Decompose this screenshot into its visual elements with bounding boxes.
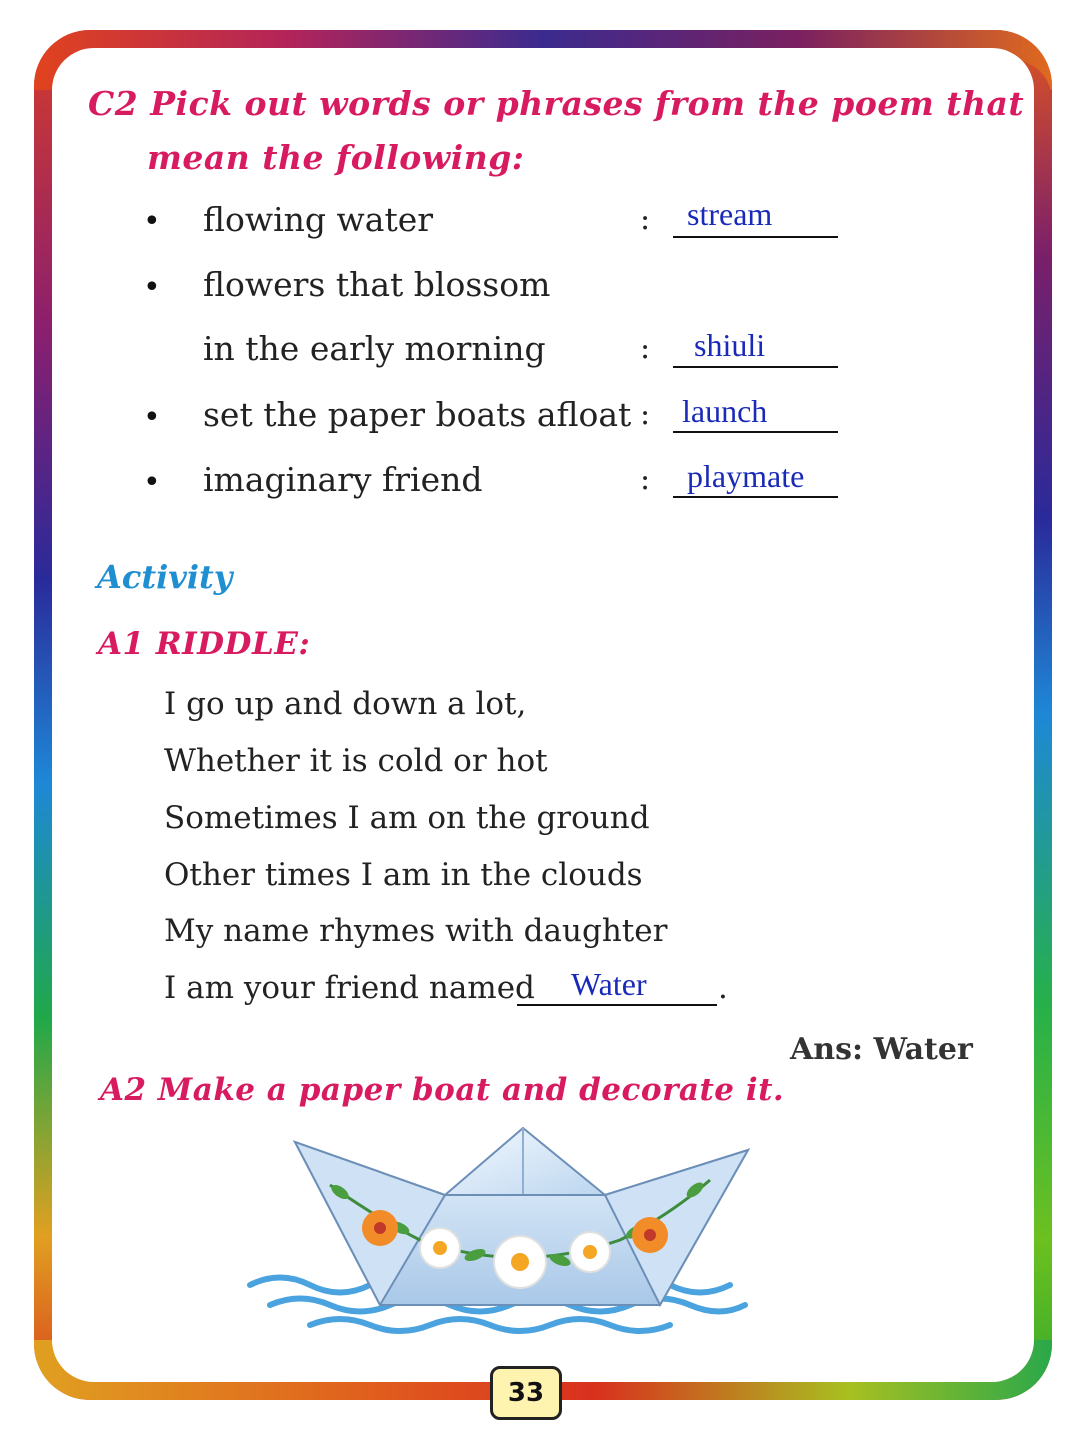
riddle-line-5: My name rhymes with daughter: [164, 913, 668, 949]
item-1-prompt: flowing water: [203, 200, 434, 239]
orange-flower-left: [362, 1210, 398, 1246]
orange-flower-right: [632, 1217, 668, 1253]
riddle-line-3: Sometimes I am on the ground: [164, 800, 650, 836]
riddle-answer: Water: [571, 966, 647, 1002]
item-4-colon: :: [640, 462, 651, 497]
activity-title: Activity: [97, 558, 233, 596]
riddle-line-2: Whether it is cold or hot: [164, 743, 548, 779]
paper-boat-illustration: [240, 1120, 760, 1345]
bullet-3: •: [143, 400, 161, 435]
bullet-2: •: [143, 270, 161, 305]
item-1-answer: stream: [687, 196, 773, 232]
answer-label: Ans: Water: [790, 1032, 973, 1067]
daisy-right: [570, 1232, 610, 1272]
riddle-line-6: I am your friend named: [164, 970, 535, 1006]
a2-title: A2 Make a paper boat and decorate it.: [100, 1072, 785, 1108]
item-4-prompt: imaginary friend: [203, 460, 483, 499]
item-2-colon: :: [640, 331, 651, 366]
item-2-answer: shiuli: [694, 327, 766, 363]
c2-heading-line1: C2 Pick out words or phrases from the poem that: [88, 84, 1025, 123]
item-3-colon: :: [640, 397, 651, 432]
item-2-prompt-line2: in the early morning: [203, 329, 546, 368]
item-4-answer: playmate: [687, 458, 805, 494]
page-number: 33: [490, 1366, 562, 1420]
item-3-prompt: set the paper boats afloat: [203, 395, 632, 434]
bullet-4: •: [143, 465, 161, 500]
item-2-prompt-line1: flowers that blossom: [203, 265, 551, 304]
c2-heading-line2: mean the following:: [147, 138, 525, 177]
item-3-answer: launch: [682, 393, 768, 429]
riddle-end-period: .: [718, 970, 728, 1006]
item-1-colon: :: [640, 202, 651, 237]
a1-title: A1 RIDDLE:: [98, 626, 311, 662]
riddle-line-1: I go up and down a lot,: [164, 686, 527, 722]
riddle-line-4: Other times I am in the clouds: [164, 857, 643, 893]
daisy-center: [494, 1236, 546, 1288]
bullet-1: •: [143, 204, 161, 239]
daisy-left: [420, 1228, 460, 1268]
